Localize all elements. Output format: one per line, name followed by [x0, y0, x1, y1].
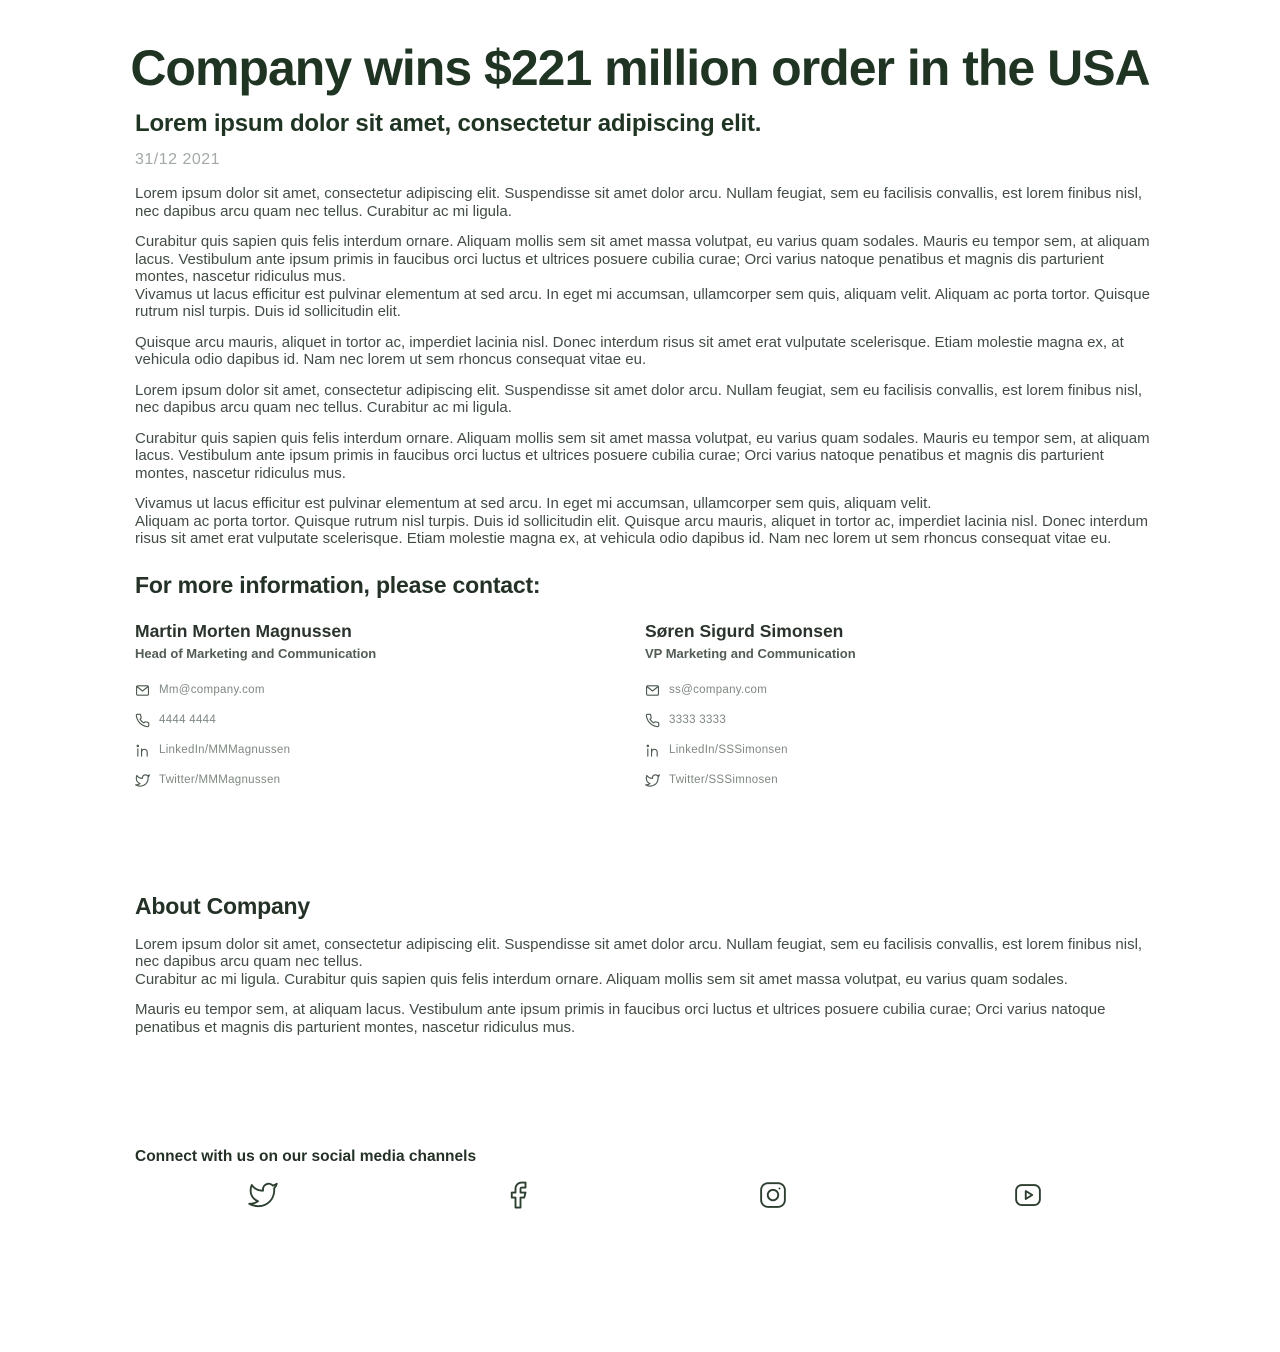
social-section-heading: Connect with us on our social media channels [135, 1148, 477, 1165]
twitter-icon [645, 773, 660, 788]
contact-linkedin-label: LinkedIn/SSSimonsen [669, 744, 788, 756]
contact-phone-link[interactable] [135, 713, 645, 728]
contact-linkedin-link[interactable] [135, 743, 645, 758]
paragraph: Lorem ipsum dolor sit amet, consectetur adipiscing elit. Suspendisse sit amet dolor arcu. Nullam feugiat, sem eu facilisis convallis, est lorem finibus nisl, nec dapibus arcu quam nec tellus. Curabitur ac mi ligula. [135, 381, 1143, 416]
facebook-icon [503, 1180, 533, 1210]
linkedin-icon [135, 743, 150, 758]
contact-email-label: Mm@company.com [159, 684, 265, 696]
facebook-social-button[interactable] [501, 1178, 535, 1212]
contact-name: Martin Morten Magnussen [135, 620, 352, 641]
contact-linkedin-label-text contact-phone-label: 4444 4444 [159, 714, 217, 726]
page-title: Company wins $221 million order in the USA [130, 40, 1150, 96]
contact-twitter-link[interactable] [135, 773, 645, 788]
publish-date: 31/12 2021 [135, 151, 221, 168]
contact-twitter-label: Twitter/MMMagnussen [159, 774, 281, 786]
contact-title: Head of Marketing and Communication [135, 645, 377, 661]
youtube-icon [1013, 1180, 1043, 1210]
contact-card [135, 621, 645, 803]
about-body [135, 936, 1155, 1037]
instagram-social-button[interactable] [756, 1178, 790, 1212]
page-subtitle: Lorem ipsum dolor sit amet, consectetur adipiscing elit. [135, 110, 762, 137]
social-media-row [135, 1178, 1155, 1212]
press-release-page [0, 40, 1280, 1212]
paragraph: Quisque arcu mauris, aliquet in tortor ac, imperdiet lacinia nisl. Donec interdum risus sit amet erat vulputate scelerisque. Etiam molestie magna ex, at vehicula odio dapibus id. Nam nec lorem ut sem rhoncus consequat vitae eu. [135, 333, 1124, 368]
contact-linkedin-link[interactable] [645, 743, 1155, 758]
twitter-icon [135, 773, 150, 788]
contact-name: Søren Sigurd Simonsen [645, 620, 844, 641]
youtube-social-button[interactable] [1011, 1178, 1045, 1212]
contact-email-link[interactable] [645, 683, 1155, 698]
instagram-icon [758, 1180, 788, 1210]
paragraph: Lorem ipsum dolor sit amet, consectetur adipiscing elit. Suspendisse sit amet dolor arcu. Nullam feugiat, sem eu facilisis convallis, est lorem finibus nisl, nec dapibus arcu quam nec tellus. Curabitur ac mi ligula. [135, 185, 1143, 220]
paragraph: Curabitur quis sapien quis felis interdum ornare. Aliquam mollis sem sit amet massa volutpat, eu varius quam sodales. Mauris eu tempor sem, at aliquam lacus. Vestibulum ante ipsum primis in faucibus orci luctus et ultrices posuere cubilia curae; Orci varius natoque penatibus et magnis dis parturient montes, nascetur ridiculus mus. [135, 429, 1150, 482]
twitter-social-button[interactable] [246, 1178, 280, 1212]
contact-card [645, 621, 1155, 803]
contact-twitter-label: Twitter/SSSimnosen [669, 774, 778, 786]
linkedin-icon [645, 743, 660, 758]
contact-linkedin-label: LinkedIn/MMMagnussen [159, 744, 291, 756]
twitter-icon [248, 1180, 278, 1210]
contact-email-link[interactable] [135, 683, 645, 698]
contact-email-label: ss@company.com [669, 684, 768, 696]
contact-phone-label: 3333 3333 [669, 714, 727, 726]
contact-section-heading: For more information, please contact: [135, 571, 541, 598]
paragraph: Curabitur quis sapien quis felis interdum ornare. Aliquam mollis sem sit amet massa volutpat, eu varius quam sodales. Mauris eu tempor sem, at aliquam lacus. Vestibulum ante ipsum primis in faucibus orci luctus et ultrices posuere cubilia curae; Orci varius natoque penatibus et magnis dis parturient montes, nascetur ridiculus mus. Vivamus ut lacus efficitur est pulvinar elementum at sed arcu. In eget mi accumsan, ullamcorper sem quis, aliquam velit. Aliquam ac porta tortor. Quisque rutrum nisl turpis. Duis id sollicitudin elit. [135, 233, 1150, 320]
contact-title: VP Marketing and Communication [645, 645, 856, 661]
phone-icon [645, 713, 660, 728]
about-section-heading: About Company [135, 892, 310, 919]
paragraph: Mauris eu tempor sem, at aliquam lacus. Vestibulum ante ipsum primis in faucibus orci luctus et ultrices posuere cubilia curae; Orci varius natoque penatibus et magnis dis parturient montes, nascetur ridiculus mus. [135, 1001, 1106, 1036]
paragraph: Vivamus ut lacus efficitur est pulvinar elementum at sed arcu. In eget mi accumsan, ullamcorper sem quis, aliquam velit. Aliquam ac porta tortor. Quisque rutrum nisl turpis. Duis id sollicitudin elit. Quisque arcu mauris, aliquet in tortor ac, imperdiet lacinia nisl. Donec interdum risus sit amet erat vulputate scelerisque. Etiam molestie magna ex, at vehicula odio dapibus id. Nam nec lorem ut sem rhoncus consequat vitae eu. [135, 495, 1148, 547]
phone-icon [135, 713, 150, 728]
contact-phone-link[interactable] [645, 713, 1155, 728]
email-icon [135, 683, 150, 698]
paragraph: Lorem ipsum dolor sit amet, consectetur adipiscing elit. Suspendisse sit amet dolor arcu. Nullam feugiat, sem eu facilisis convallis, est lorem finibus nisl, nec dapibus arcu quam nec tellus. Curabitur ac mi ligula. Curabitur quis sapien quis felis interdum ornare. Aliquam mollis sem sit amet massa volutpat, eu varius quam sodales. [135, 935, 1143, 988]
contact-twitter-link[interactable] [645, 773, 1155, 788]
article-body [135, 185, 1155, 548]
contact-list [135, 621, 1155, 803]
email-icon [645, 683, 660, 698]
